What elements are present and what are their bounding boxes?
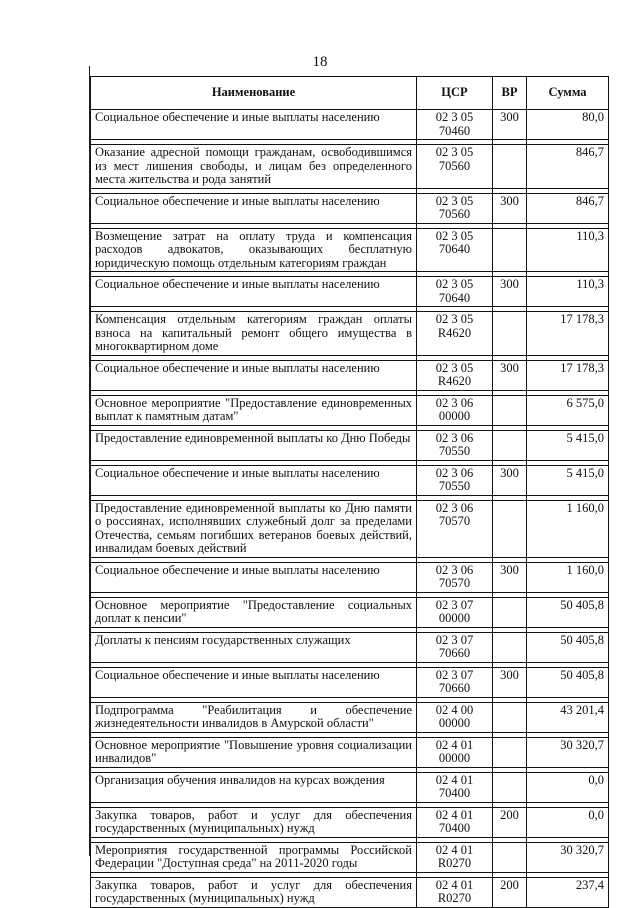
vr-cell: 300: [493, 667, 527, 697]
sum-cell: 0,0: [527, 772, 609, 802]
sum-cell: 17 178,3: [527, 312, 609, 356]
csr-cell: 02 3 05 70560: [417, 145, 493, 189]
table-row: [91, 228, 609, 272]
vr-cell: 300: [493, 360, 527, 390]
table-body: [91, 110, 609, 908]
name-cell: Мероприятия государственной программы Российской Федерации "Доступная среда" на 2011-2020 годы: [91, 842, 417, 872]
csr-cell: 02 3 06 70570: [417, 562, 493, 592]
sum-cell: 846,7: [527, 193, 609, 223]
table-row: [91, 772, 609, 802]
vr-cell: [493, 145, 527, 189]
name-cell: Социальное обеспечение и иные выплаты населению: [91, 193, 417, 223]
table-row: [91, 807, 609, 837]
page-number: 18: [312, 54, 328, 70]
csr-cell: 02 4 01 70400: [417, 807, 493, 837]
table-row: [91, 842, 609, 872]
sum-cell: 43 201,4: [527, 702, 609, 732]
name-cell: Основное мероприятие "Повышение уровня социализации инвалидов": [91, 737, 417, 767]
name-cell: Предоставление единовременной выплаты ко Дню памяти о россиянах, исполнявших служебный долг за пределами Отечества, семьям погибших ветеранов боевых действий, инвалидам боевых действий: [91, 500, 417, 557]
name-cell: Социальное обеспечение и иные выплаты населению: [91, 360, 417, 390]
sum-cell: 5 415,0: [527, 465, 609, 495]
vr-cell: 300: [493, 110, 527, 140]
header-name: Наименование: [91, 77, 417, 110]
sum-cell: 5 415,0: [527, 430, 609, 460]
name-cell: Компенсация отдельным категориям граждан оплаты взноса на капитальный ремонт общего имущества в многоквартирном доме: [91, 312, 417, 356]
name-cell: Основное мероприятие "Предоставление единовременных выплат к памятным датам": [91, 395, 417, 425]
header-vr: ВР: [493, 77, 527, 110]
vr-cell: [493, 312, 527, 356]
table-row: [91, 312, 609, 356]
table-row: [91, 562, 609, 592]
vr-cell: [493, 597, 527, 627]
table-row: [91, 360, 609, 390]
csr-cell: 02 4 01 00000: [417, 737, 493, 767]
name-cell: Организация обучения инвалидов на курсах вождения: [91, 772, 417, 802]
csr-cell: 02 3 05 R4620: [417, 360, 493, 390]
table-row: [91, 702, 609, 732]
name-cell: Подпрограмма "Реабилитация и обеспечение жизнедеятельности инвалидов в Амурской области": [91, 702, 417, 732]
header-csr: ЦСР: [417, 77, 493, 110]
vr-cell: 300: [493, 465, 527, 495]
header-sum: Сумма: [527, 77, 609, 110]
name-cell: Закупка товаров, работ и услуг для обеспечения государственных (муниципальных) нужд: [91, 877, 417, 907]
table-row: [91, 500, 609, 557]
sum-cell: 846,7: [527, 145, 609, 189]
sum-cell: 17 178,3: [527, 360, 609, 390]
name-cell: Социальное обеспечение и иные выплаты населению: [91, 277, 417, 307]
name-cell: Возмещение затрат на оплату труда и компенсация расходов адвокатов, оказывающих бесплатную юридическую помощь отдельным категориям граждан: [91, 228, 417, 272]
sum-cell: 50 405,8: [527, 632, 609, 662]
csr-cell: 02 3 06 70550: [417, 465, 493, 495]
sum-cell: 50 405,8: [527, 667, 609, 697]
sum-cell: 1 160,0: [527, 500, 609, 557]
vr-cell: [493, 228, 527, 272]
vr-cell: [493, 395, 527, 425]
vr-cell: [493, 632, 527, 662]
vr-cell: [493, 702, 527, 732]
table-row: [91, 667, 609, 697]
table-row: [91, 277, 609, 307]
name-cell: Закупка товаров, работ и услуг для обеспечения государственных (муниципальных) нужд: [91, 807, 417, 837]
table-row: [91, 465, 609, 495]
csr-cell: 02 4 01 R0270: [417, 877, 493, 907]
csr-cell: 02 3 06 00000: [417, 395, 493, 425]
budget-table: [90, 76, 609, 908]
sum-cell: 110,3: [527, 277, 609, 307]
sum-cell: 0,0: [527, 807, 609, 837]
csr-cell: 02 4 01 70400: [417, 772, 493, 802]
csr-cell: 02 3 05 70560: [417, 193, 493, 223]
table-row: [91, 145, 609, 189]
sum-cell: 50 405,8: [527, 597, 609, 627]
csr-cell: 02 3 05 R4620: [417, 312, 493, 356]
name-cell: Предоставление единовременной выплаты ко Дню Победы: [91, 430, 417, 460]
name-cell: Оказание адресной помощи гражданам, освободившимся из мест лишения свободы, и лицам без определенного места жительства и рода занятий: [91, 145, 417, 189]
csr-cell: 02 4 00 00000: [417, 702, 493, 732]
csr-cell: 02 3 05 70460: [417, 110, 493, 140]
table-row: [91, 632, 609, 662]
vr-cell: [493, 772, 527, 802]
csr-cell: 02 3 05 70640: [417, 228, 493, 272]
sum-cell: 1 160,0: [527, 562, 609, 592]
name-cell: Доплаты к пенсиям государственных служащих: [91, 632, 417, 662]
name-cell: Социальное обеспечение и иные выплаты населению: [91, 110, 417, 140]
vr-cell: 200: [493, 807, 527, 837]
vr-cell: [493, 430, 527, 460]
csr-cell: 02 4 01 R0270: [417, 842, 493, 872]
vr-cell: 200: [493, 877, 527, 907]
table-row: [91, 110, 609, 140]
sum-cell: 30 320,7: [527, 737, 609, 767]
vr-cell: 300: [493, 277, 527, 307]
table-row: [91, 395, 609, 425]
csr-cell: 02 3 06 70570: [417, 500, 493, 557]
vr-cell: [493, 842, 527, 872]
csr-cell: 02 3 07 70660: [417, 632, 493, 662]
name-cell: Социальное обеспечение и иные выплаты населению: [91, 667, 417, 697]
sum-cell: 237,4: [527, 877, 609, 907]
csr-cell: 02 3 06 70550: [417, 430, 493, 460]
csr-cell: 02 3 05 70640: [417, 277, 493, 307]
name-cell: Социальное обеспечение и иные выплаты населению: [91, 465, 417, 495]
name-cell: Социальное обеспечение и иные выплаты населению: [91, 562, 417, 592]
vr-cell: 300: [493, 193, 527, 223]
csr-cell: 02 3 07 00000: [417, 597, 493, 627]
table-row: [91, 737, 609, 767]
csr-cell: 02 3 07 70660: [417, 667, 493, 697]
table-row: [91, 430, 609, 460]
sum-cell: 6 575,0: [527, 395, 609, 425]
vr-cell: [493, 500, 527, 557]
table-row: [91, 193, 609, 223]
sum-cell: 30 320,7: [527, 842, 609, 872]
name-cell: Основное мероприятие "Предоставление социальных доплат к пенсии": [91, 597, 417, 627]
sum-cell: 80,0: [527, 110, 609, 140]
table-header-row: [91, 77, 609, 110]
sum-cell: 110,3: [527, 228, 609, 272]
vr-cell: [493, 737, 527, 767]
vr-cell: 300: [493, 562, 527, 592]
table-row: [91, 877, 609, 907]
table-row: [91, 597, 609, 627]
